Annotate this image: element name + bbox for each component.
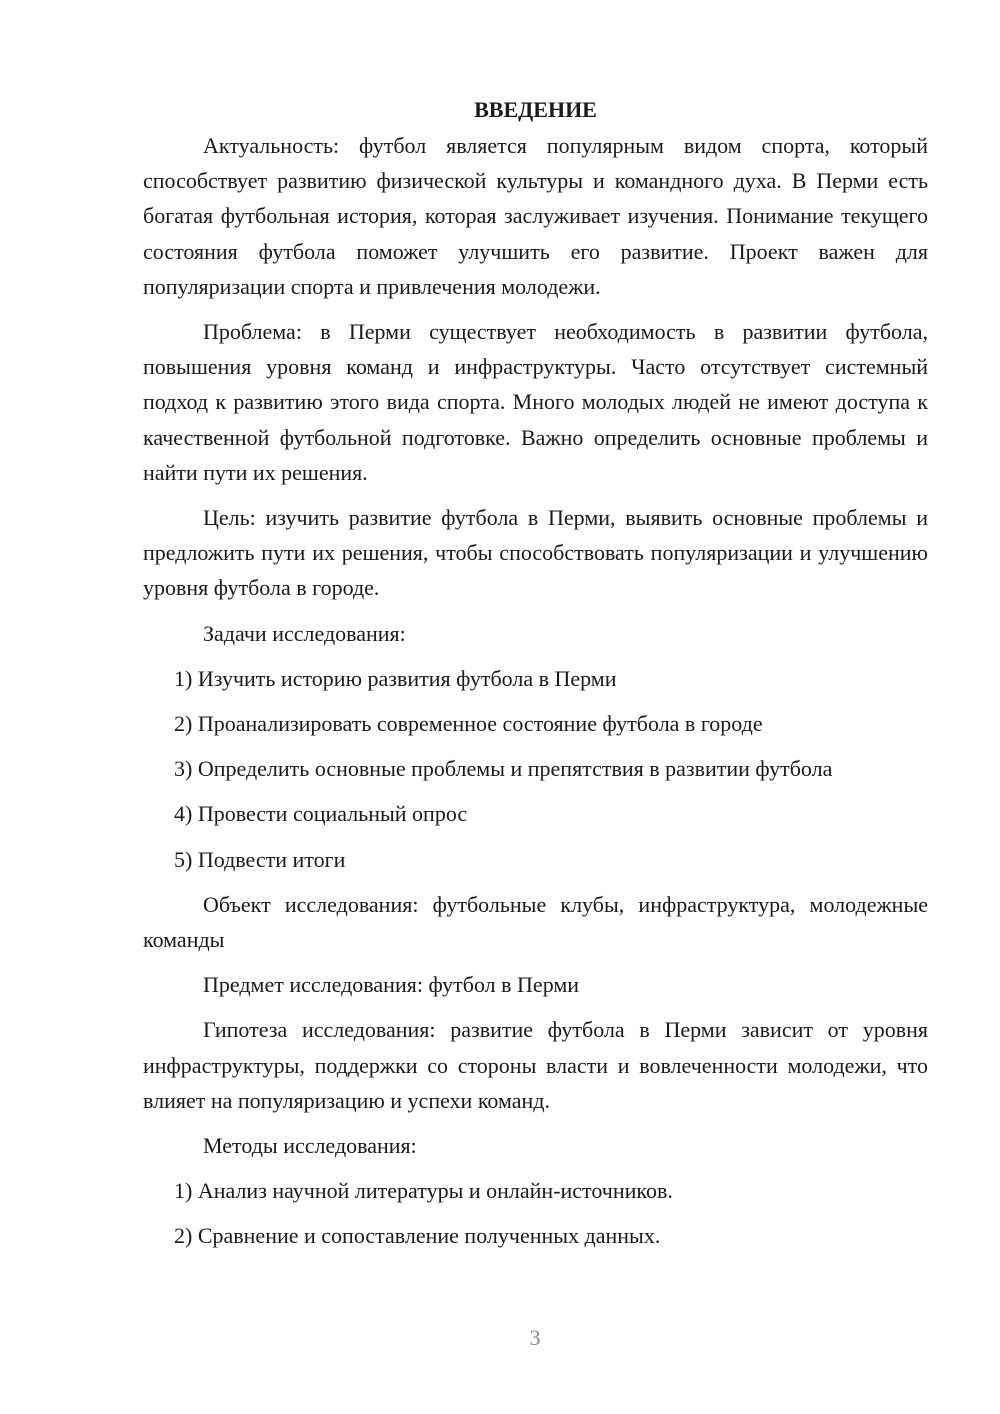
list-item: 3) Определить основные проблемы и препятствия в развитии футбола <box>174 756 833 782</box>
methods-heading: Методы исследования: <box>203 1133 417 1159</box>
list-item: 1) Изучить историю развития футбола в Перми <box>174 665 617 691</box>
list-item: 1) Анализ научной литературы и онлайн-источников. <box>174 1178 673 1204</box>
tasks-heading: Задачи исследования: <box>203 620 406 646</box>
list-item: 2) Сравнение и сопоставление полученных данных. <box>174 1223 661 1249</box>
hypothesis-paragraph: Гипотеза исследования: развитие футбола в Перми зависит от уровня инфраструктуры, поддержки со стороны власти и вовлеченности молодежи, что влияет на популяризацию и успехи команд. <box>143 1017 928 1113</box>
goal-paragraph: Цель: изучить развитие футбола в Перми, выявить основные проблемы и предложить пути их решения, чтобы способствовать популяризации и улучшению уровня футбола в городе. <box>143 505 928 601</box>
page-number: 3 <box>529 1325 541 1350</box>
document-page <box>143 92 928 1264</box>
relevance-paragraph: Актуальность: футбол является популярным видом спорта, который способствует развитию физической культуры и командного духа. В Перми есть богатая футбольная история, которая заслуживает изучения. Понимание текущего состояния футбола поможет улучшить его развитие. Проект важен для популяризации спорта и привлечения молодежи. <box>143 133 928 299</box>
problem-paragraph: Проблема: в Перми существует необходимость в развитии футбола, повышения уровня команд и инфраструктуры. Часто отсутствует системный подход к развитию этого вида спорта. Много молодых людей не имеют доступа к качественной футбольной подготовке. Важно определить основные проблемы и найти пути их решения. <box>143 319 928 485</box>
subject-paragraph: Предмет исследования: футбол в Перми <box>203 972 580 998</box>
methods-list <box>143 1173 928 1253</box>
section-title: ВВЕДЕНИЕ <box>474 97 597 122</box>
list-item: 5) Подвести итоги <box>174 846 346 872</box>
object-paragraph: Объект исследования: футбольные клубы, инфраструктура, молодежные команды <box>143 891 928 953</box>
tasks-list <box>143 661 928 877</box>
list-item: 4) Провести социальный опрос <box>174 801 468 827</box>
list-item: 2) Проанализировать современное состояние футбола в городе <box>174 711 763 737</box>
